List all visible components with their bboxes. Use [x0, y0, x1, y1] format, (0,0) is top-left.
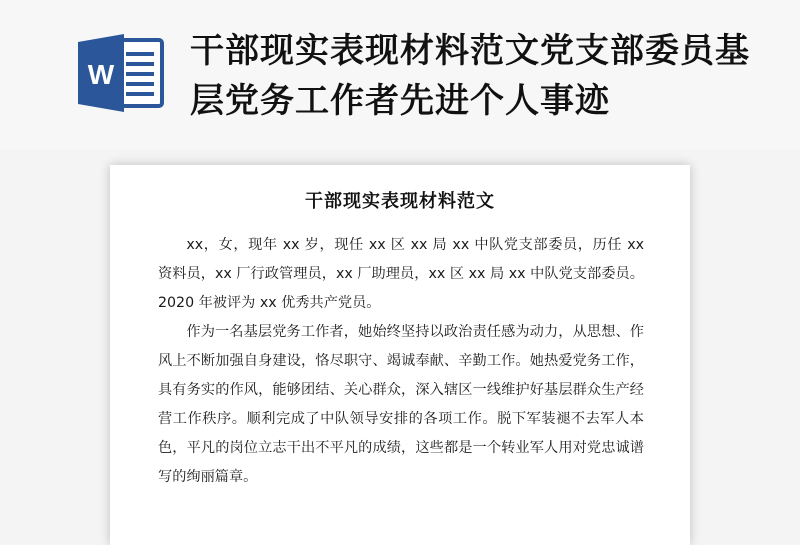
- document-body: [158, 231, 644, 492]
- word-icon-letter: W: [87, 59, 115, 90]
- document-paragraph: 作为一名基层党务工作者，她始终坚持以政治责任感为动力，从思想、作风上不断加强自身建设，恪尽职守、竭诚奉献、辛勤工作。她热爱党务工作，具有务实的作风，能够团结、关心群众，深入辖区一线维护好基层群众生产经营工作秩序。顺利完成了中队领导安排的各项工作。脱下军装褪不去军人本色，平凡的岗位立志干出不平凡的成绩，这些都是一个转业军人用对党忠诚谱写的绚丽篇章。: [158, 324, 644, 485]
- document-page: [110, 165, 690, 545]
- document-paragraph: xx，女，现年 xx 岁，现任 xx 区 xx 局 xx 中队党支部委员，历任 xx 资料员，xx 厂行政管理员，xx 厂助理员，xx 区 xx 局 xx 中队党支部委员。2020 年被评为 xx 优秀共产党员。: [158, 237, 644, 311]
- page-title: 干部现实表现材料范文党支部委员基层党务工作者先进个人事迹: [190, 31, 750, 121]
- document-title: 干部现实表现材料范文: [305, 191, 495, 212]
- header-banner: [0, 0, 800, 150]
- word-document-icon: [76, 32, 168, 114]
